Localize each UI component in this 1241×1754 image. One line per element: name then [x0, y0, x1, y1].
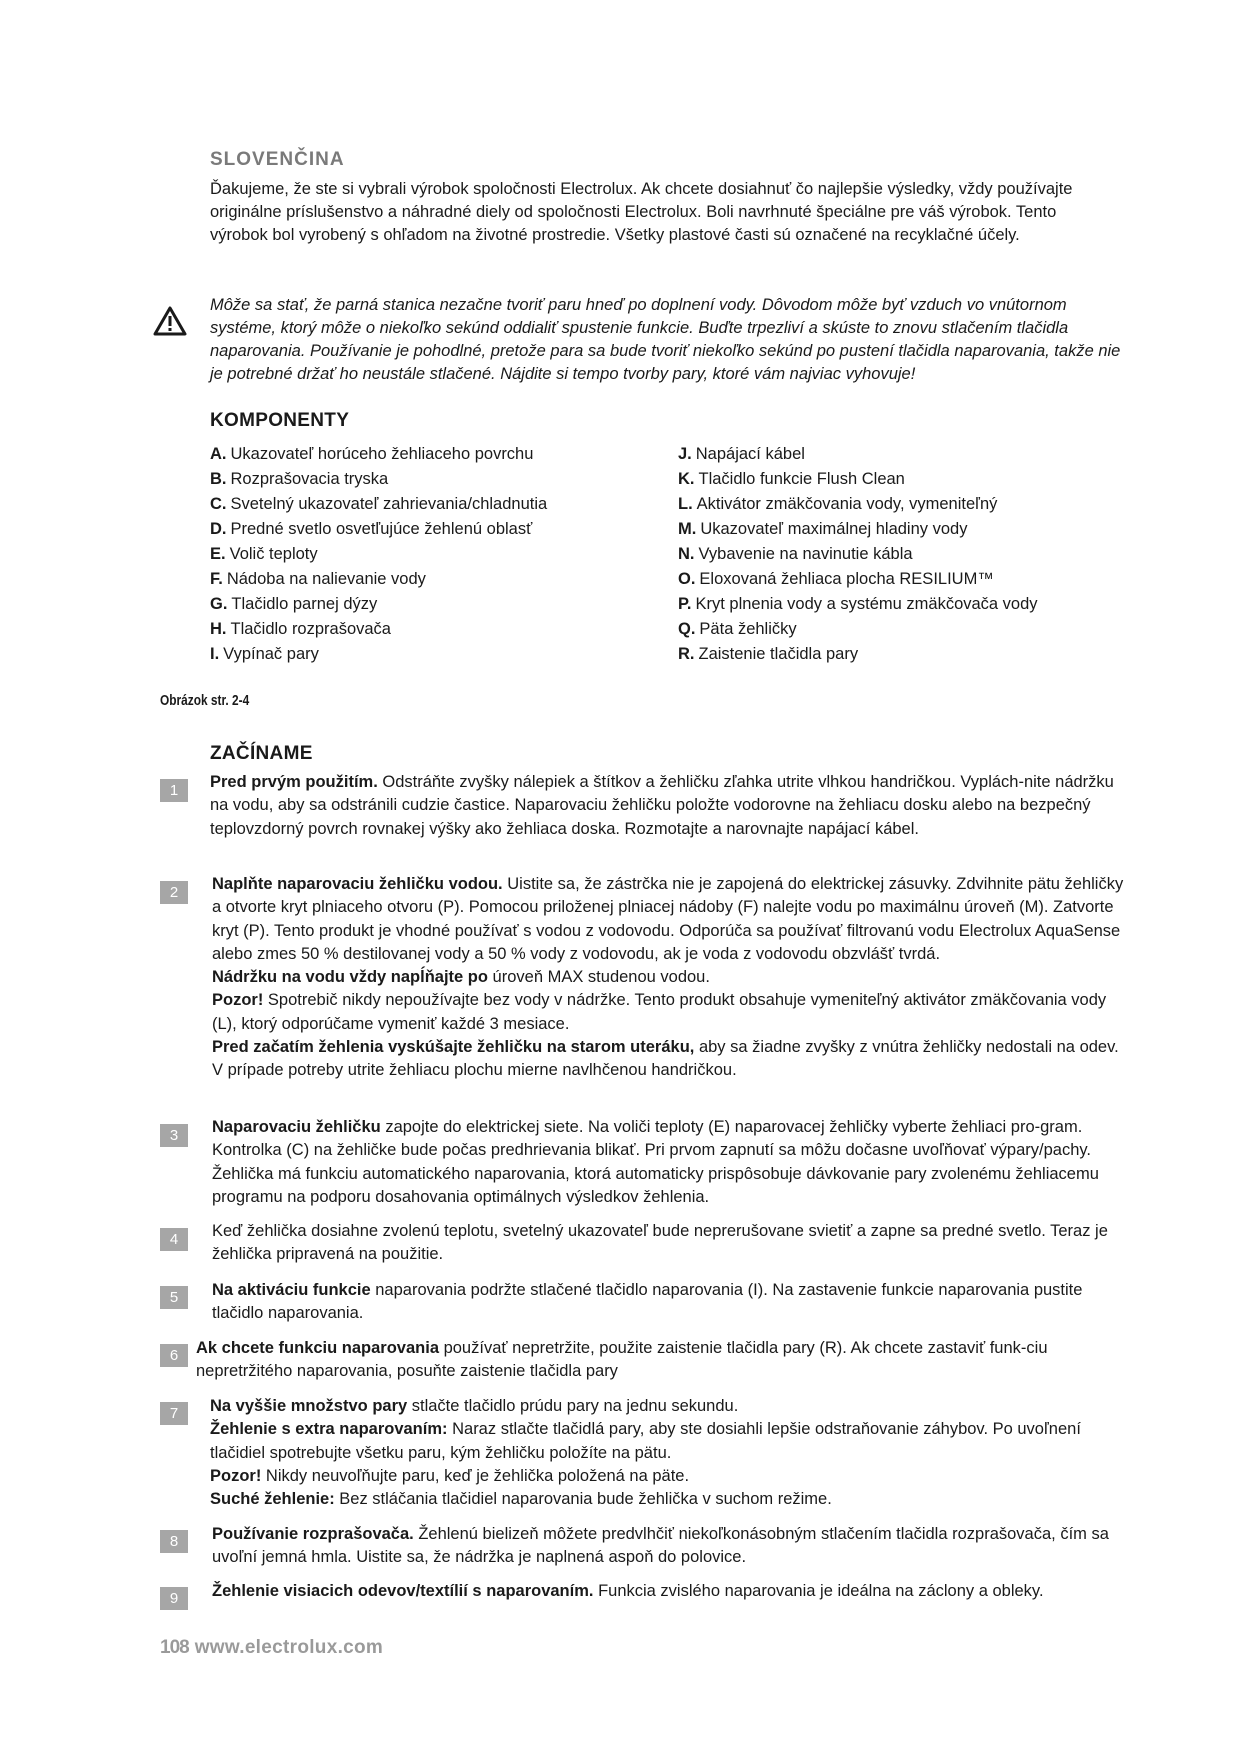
- component-letter: H.: [210, 620, 227, 638]
- component-letter: F.: [210, 570, 223, 588]
- step-body-text: aby sa žiadne zvyšky z vnútra žehličky nedostali na odev. V prípade potreby utrite žehliacu plochu mierne navlhčenou handričkou.: [212, 1038, 1119, 1080]
- component-label: Ukazovateľ horúceho žehliaceho povrchu: [230, 445, 534, 463]
- website-url: www.electrolux.com: [194, 1637, 384, 1658]
- component-label: Ukazovateľ maximálnej hladiny vody: [700, 520, 968, 538]
- component-item: [678, 642, 1038, 667]
- component-item: [210, 467, 547, 492]
- component-letter: Q.: [678, 620, 696, 638]
- component-item: [678, 517, 1038, 542]
- component-label: Tlačidlo rozprašovača: [230, 620, 391, 638]
- component-item: [210, 592, 547, 617]
- component-letter: J.: [678, 445, 692, 463]
- component-item: [210, 642, 547, 667]
- step-number-badge: 7: [160, 1402, 188, 1425]
- component-label: Nádoba na nalievanie vody: [226, 570, 426, 588]
- component-label: Tlačidlo funkcie Flush Clean: [698, 470, 905, 488]
- component-item: [678, 442, 1038, 467]
- component-item: [210, 442, 547, 467]
- component-item: [678, 467, 1038, 492]
- step-bold-text: Žehlenie s extra naparovaním:: [210, 1420, 448, 1439]
- step-body-text: úroveň MAX studenou vodou.: [487, 968, 710, 987]
- step-number-badge: 8: [160, 1530, 188, 1553]
- step-bold-text: Pozor!: [212, 991, 264, 1010]
- footer: [160, 1637, 383, 1659]
- component-label: Svetelný ukazovateľ zahrievania/chladnutia: [230, 495, 548, 513]
- step-number-badge: 5: [160, 1286, 188, 1309]
- step-bold-text: Na aktiváciu funkcie: [212, 1281, 371, 1299]
- step-text: [196, 1337, 1111, 1384]
- component-letter: L.: [678, 495, 693, 513]
- step-number-badge: 6: [160, 1344, 188, 1367]
- step-body-text: Spotrebič nikdy nepoužívajte bez vody v nádržke. Tento produkt obsahuje vymeniteľný aktivátor zmäkčovania vody (L), ktorý odporúčame vymeniť každé 3 mesiace.: [212, 991, 1107, 1033]
- step-bold-text: Pred prvým použitím.: [210, 773, 378, 791]
- step-number-badge: 9: [160, 1587, 188, 1610]
- step-body-text: Bez stláčania tlačidiel naparovania bude žehlička v suchom režime.: [334, 1490, 832, 1509]
- step-body-text: Nikdy neuvoľňujte paru, keď je žehlička položená na päte.: [261, 1466, 690, 1485]
- components-list-left: [210, 442, 547, 667]
- step-body-text: používať nepretržite, použite zaistenie tlačidla pary (R). Ak chcete zastaviť funk-ciu nepretržitého naparovania, posuňte zaistenie tlačidla pary: [196, 1339, 1048, 1381]
- component-label: Aktivátor zmäkčovania vody, vymeniteľný: [696, 495, 998, 513]
- component-letter: B.: [210, 470, 227, 488]
- step-body-text: stlačte tlačidlo prúdu pary na jednu sekundu.: [407, 1397, 739, 1415]
- step-number-badge: 4: [160, 1228, 188, 1251]
- components-title: KOMPONENTY: [210, 410, 350, 431]
- step-body-text: Uistite sa, že zástrčka nie je zapojená do elektrickej zásuvky. Zdvihnite pätu žehličky a otvorte kryt plniaceho otvoru (P). Pomocou priloženej plniacej nádoby (F) nalejte vodu po maximálnu úroveň (M). Zatvorte kryt (P). Tento produkt je vhodné používať s vodou z vodovodu. Odporúča sa používať filtrovanú vodu Electrolux AquaSense alebo zmes 50 % destilovanej vody a 50 % vody z vodovodu, ak je voda z vodovodu obzvlášť tvrdá.: [212, 875, 1124, 963]
- step-bold-text: Nádržku na vodu vždy napĺňajte po: [212, 968, 488, 987]
- component-item: [678, 492, 1038, 517]
- component-label: Kryt plnenia vody a systému zmäkčovača vody: [695, 595, 1038, 613]
- component-label: Rozprašovacia tryska: [230, 470, 389, 488]
- figure-reference: Obrázok str. 2-4: [160, 693, 250, 709]
- component-label: Zaistenie tlačidla pary: [698, 645, 859, 663]
- step-text: [212, 1220, 1127, 1267]
- step-bold-text: Suché žehlenie:: [210, 1490, 335, 1509]
- component-item: [210, 567, 547, 592]
- component-letter: K.: [678, 470, 695, 488]
- step-bold-text: Pred začatím žehlenia vyskúšajte žehličku na starom uteráku,: [212, 1038, 695, 1057]
- component-letter: E.: [210, 545, 226, 563]
- step-bold-text: Pozor!: [210, 1466, 262, 1485]
- step-bold-text: Ak chcete funkciu naparovania: [196, 1339, 439, 1357]
- step-body-text: Odstráňte zvyšky nálepiek a štítkov a žehličku zľahka utrite vlhkou handričkou. Vyplách-nite nádržku na vodu, aby sa odstránili cudzie častice. Naparovaciu žehličku položte vodorovne na žehliacu dosku alebo na bezpečný teplovzdorný povrch rovnakej výšky ako žehliaca doska. Rozmotajte a narovnajte napájací kábel.: [210, 773, 1114, 838]
- component-label: Vybavenie na navinutie kábla: [698, 545, 913, 563]
- step-body-text: Žehlenú bielizeň môžete predvlhčiť niekoľkonásobným stlačením tlačidla rozprašovača, čím sa uvoľní jemná hmla. Uistite sa, že nádržka je naplnená aspoň do polovice.: [212, 1525, 1109, 1567]
- component-item: [210, 517, 547, 542]
- component-item: [678, 567, 1038, 592]
- component-item: [678, 592, 1038, 617]
- step-text: [212, 1116, 1127, 1209]
- step-text: [212, 1580, 1127, 1603]
- step-body-text: zapojte do elektrickej siete. Na voliči teploty (E) naparovacej žehličky vyberte žehliaci pro-gram. Kontrolka (C) na žehličke bude počas predhrievania blikať. Pri prvom zapnutí sa môžu dočasne uvoľňovať výpary/pachy. Žehlička má funkciu automatického naparovania, ktorá automaticky prispôsobuje dávkovanie pary zvolenému žehliacemu programu na podporu dosahovania optimálnych výsledkov žehlenia.: [212, 1118, 1099, 1206]
- step-bold-text: Používanie rozprašovača.: [212, 1525, 414, 1543]
- component-item: [210, 492, 547, 517]
- step-text: [210, 771, 1125, 841]
- intro-paragraph: Ďakujeme, že ste si vybrali výrobok spoločnosti Electrolux. Ak chcete dosiahnuť čo najlepšie výsledky, vždy používajte originálne príslušenstvo a náhradné diely od spoločnosti Electrolux. Boli navrhnuté špeciálne pre váš výrobok. Tento výrobok bol vyrobený s ohľadom na životné prostredie. Všetky plastové časti sú označené na recyklačné účely.: [210, 180, 1073, 244]
- step-body-text: naparovania podržte stlačené tlačidlo naparovania (I). Na zastavenie funkcie naparovania pustite tlačidlo naparovania.: [212, 1281, 1083, 1323]
- step-number-badge: 3: [160, 1124, 188, 1147]
- component-item: [678, 617, 1038, 642]
- component-letter: G.: [210, 595, 228, 613]
- step-number-badge: 2: [160, 881, 188, 904]
- component-label: Predné svetlo osvetľujúce žehlenú oblasť: [230, 520, 533, 538]
- component-item: [210, 617, 547, 642]
- getting-started-title: ZAČÍNAME: [210, 743, 313, 764]
- component-letter: I.: [210, 645, 220, 663]
- step-text: [212, 1523, 1127, 1570]
- component-label: Vypínač pary: [223, 645, 319, 663]
- component-letter: N.: [678, 545, 695, 563]
- step-body-text: Funkcia zvislého naparovania je ideálna na záclony a obleky.: [593, 1582, 1044, 1600]
- component-label: Eloxovaná žehliaca plocha RESILIUM™: [699, 570, 994, 588]
- page-number: 108: [160, 1637, 189, 1658]
- language-title: SLOVENČINA: [210, 149, 345, 170]
- component-letter: M.: [678, 520, 697, 538]
- component-letter: C.: [210, 495, 227, 513]
- component-label: Napájací kábel: [695, 445, 805, 463]
- step-text: [212, 1279, 1127, 1326]
- step-text: [210, 1395, 1125, 1511]
- warning-text: Môže sa stať, že parná stanica nezačne tvoriť paru hneď po doplnení vody. Dôvodom môže byť vzduch vo vnútornom systéme, ktorý môže o niekoľko sekúnd oddialiť spustenie funkcie. Buďte trpezliví a skúste to znovu stlačením tlačidla naparovania. Používanie je pohodlné, pretože para sa bude tvoriť niekoľko sekúnd po pustení tlačidla naparovania, takže nie je potrebné držať ho neustále stlačené. Nájdite si tempo tvorby pary, ktoré vám najviac vyhovuje!: [210, 296, 1121, 383]
- component-letter: P.: [678, 595, 692, 613]
- component-letter: A.: [210, 445, 227, 463]
- component-letter: D.: [210, 520, 227, 538]
- component-label: Volič teploty: [229, 545, 318, 563]
- component-letter: R.: [678, 645, 695, 663]
- component-label: Tlačidlo parnej dýzy: [231, 595, 378, 613]
- step-number-badge: 1: [160, 779, 188, 802]
- step-body-text: Naraz stlačte tlačidlá pary, aby ste dosiahli lepšie odstraňovanie záhybov. Po uvoľnení tlačidiel spotrebujte všetku paru, kým žehličku položíte na pätu.: [210, 1420, 1081, 1462]
- component-item: [210, 542, 547, 567]
- warning-triangle-icon: [153, 306, 187, 336]
- step-bold-text: Na vyššie množstvo pary: [210, 1397, 408, 1415]
- step-bold-text: Žehlenie visiacich odevov/textílií s naparovaním.: [212, 1582, 594, 1600]
- step-bold-text: Naplňte naparovaciu žehličku vodou.: [212, 875, 503, 893]
- component-letter: O.: [678, 570, 696, 588]
- step-text: [212, 873, 1127, 1083]
- step-bold-text: Naparovaciu žehličku: [212, 1118, 381, 1136]
- components-list-right: [678, 442, 1038, 667]
- step-body-text: Keď žehlička dosiahne zvolenú teplotu, svetelný ukazovateľ bude neprerušovane svietiť a zapne sa predné svetlo. Teraz je žehlička pripravená na použitie.: [212, 1222, 1108, 1264]
- component-item: [678, 542, 1038, 567]
- component-label: Päta žehličky: [699, 620, 797, 638]
